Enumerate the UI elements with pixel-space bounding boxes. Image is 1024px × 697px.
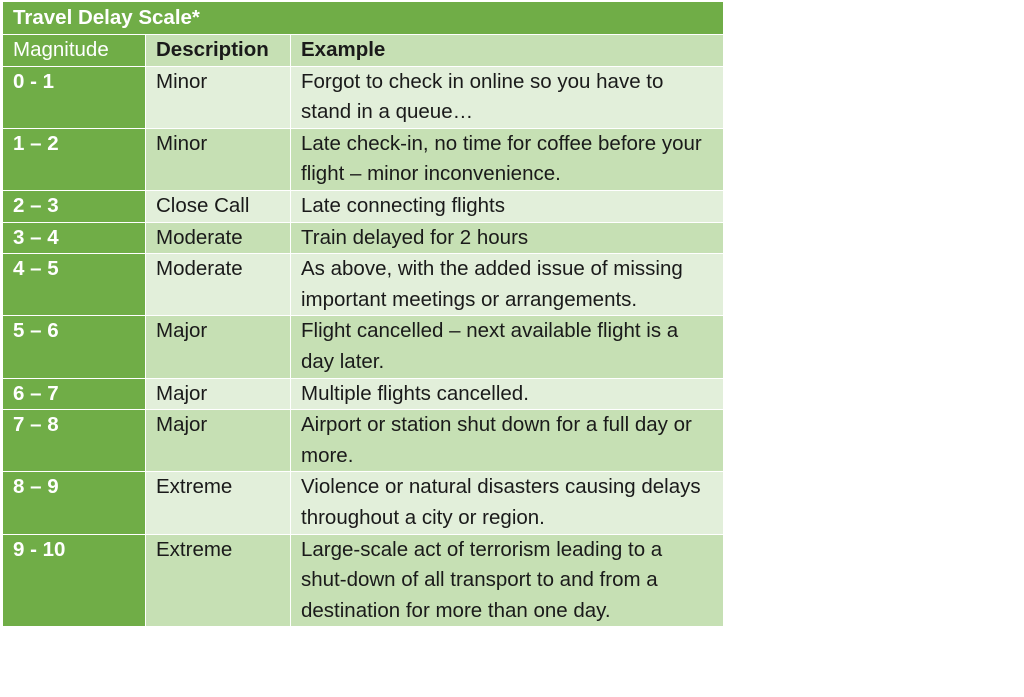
magnitude-cell: 1 – 2 bbox=[3, 128, 146, 190]
magnitude-cell: 9 - 10 bbox=[3, 534, 146, 627]
table-title: Travel Delay Scale* bbox=[3, 2, 724, 35]
description-cell: Major bbox=[146, 410, 291, 472]
example-cell: Train delayed for 2 hours bbox=[291, 222, 724, 254]
example-cell: Large-scale act of terrorism leading to a shut-down of all transport to and from a destination for more than one day. bbox=[291, 534, 724, 627]
example-cell: Flight cancelled – next available flight is a day later. bbox=[291, 316, 724, 378]
travel-delay-scale-table bbox=[2, 1, 724, 627]
example-cell: Multiple flights cancelled. bbox=[291, 378, 724, 410]
example-cell: Violence or natural disasters causing delays throughout a city or region. bbox=[291, 472, 724, 534]
table-row bbox=[3, 534, 724, 627]
description-cell: Major bbox=[146, 378, 291, 410]
table-row bbox=[3, 378, 724, 410]
header-magnitude: Magnitude bbox=[3, 35, 146, 67]
header-description: Description bbox=[146, 35, 291, 67]
description-cell: Moderate bbox=[146, 254, 291, 316]
magnitude-cell: 3 – 4 bbox=[3, 222, 146, 254]
magnitude-cell: 8 – 9 bbox=[3, 472, 146, 534]
description-cell: Minor bbox=[146, 66, 291, 128]
description-cell: Minor bbox=[146, 128, 291, 190]
example-cell: Airport or station shut down for a full day or more. bbox=[291, 410, 724, 472]
magnitude-cell: 0 - 1 bbox=[3, 66, 146, 128]
header-example: Example bbox=[291, 35, 724, 67]
magnitude-cell: 7 – 8 bbox=[3, 410, 146, 472]
table-row bbox=[3, 190, 724, 222]
example-cell: Forgot to check in online so you have to stand in a queue… bbox=[291, 66, 724, 128]
title-row bbox=[3, 2, 724, 35]
table-row bbox=[3, 222, 724, 254]
table-row bbox=[3, 410, 724, 472]
table-row bbox=[3, 128, 724, 190]
magnitude-cell: 4 – 5 bbox=[3, 254, 146, 316]
header-row bbox=[3, 35, 724, 67]
description-cell: Major bbox=[146, 316, 291, 378]
table-row bbox=[3, 254, 724, 316]
example-cell: Late connecting flights bbox=[291, 190, 724, 222]
magnitude-cell: 2 – 3 bbox=[3, 190, 146, 222]
magnitude-cell: 5 – 6 bbox=[3, 316, 146, 378]
magnitude-cell: 6 – 7 bbox=[3, 378, 146, 410]
description-cell: Extreme bbox=[146, 472, 291, 534]
description-cell: Moderate bbox=[146, 222, 291, 254]
description-cell: Extreme bbox=[146, 534, 291, 627]
example-cell: As above, with the added issue of missing important meetings or arrangements. bbox=[291, 254, 724, 316]
description-cell: Close Call bbox=[146, 190, 291, 222]
table-row bbox=[3, 66, 724, 128]
table-row bbox=[3, 316, 724, 378]
table-row bbox=[3, 472, 724, 534]
example-cell: Late check-in, no time for coffee before your flight – minor inconvenience. bbox=[291, 128, 724, 190]
